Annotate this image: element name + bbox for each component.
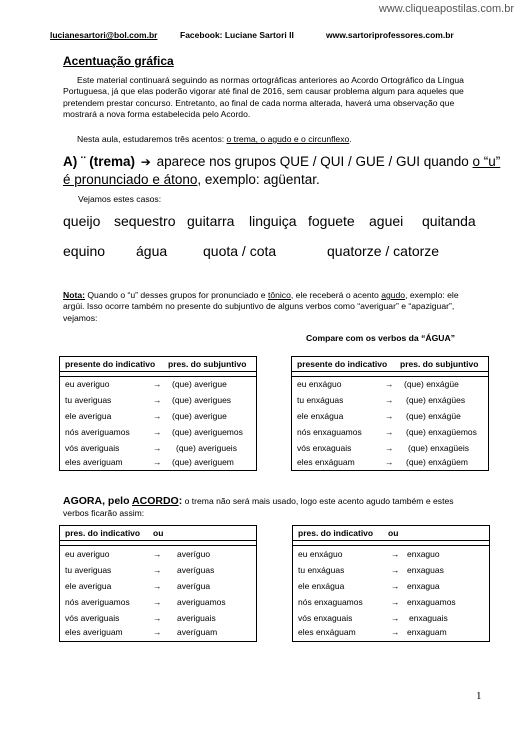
arrow-icon: → <box>385 395 394 405</box>
arrow-icon: → <box>385 411 394 421</box>
table-cell: (que) enxagüemos <box>406 427 477 437</box>
intro-line: Este material continuará seguindo as normas ortográficas anteriores ao Acordo Ortográfico da Língua <box>77 75 464 85</box>
table-cell: enxaguo <box>407 549 440 559</box>
arrow-icon: → <box>153 443 162 453</box>
table-cell: (que) averigue <box>172 379 227 389</box>
table-cell: (que) enxágüem <box>406 457 468 467</box>
table-cell: (que) averiguem <box>172 457 234 467</box>
note-tonico: tônico <box>267 290 291 300</box>
header-cell: ou <box>388 528 399 538</box>
table-cell: eles enxáguam <box>297 457 355 467</box>
word: sequestro <box>114 213 176 229</box>
table-row <box>60 379 256 395</box>
table-row <box>292 395 488 411</box>
word: queijo <box>63 213 101 229</box>
word: água <box>136 243 168 259</box>
arrow-icon: → <box>391 627 400 637</box>
table-cell: eu enxáguo <box>297 379 342 389</box>
word: foguete <box>308 213 355 229</box>
table-cell: eu enxáguo <box>298 549 343 559</box>
section-a-line2-rest: , exemplo: agüentar. <box>197 172 320 187</box>
table-cell: nós enxaguamos <box>297 427 362 437</box>
word: quatorze / catorze <box>327 243 440 259</box>
table-cell: nós enxaguamos <box>298 597 363 607</box>
table-row <box>60 627 256 643</box>
arrow-icon: → <box>153 597 162 607</box>
table-cell: (que) enxagüeis <box>408 443 469 453</box>
table-header <box>60 357 256 372</box>
table-cell: (que) averigues <box>172 395 232 405</box>
page-number: 1 <box>476 690 482 702</box>
agora-line: verbos ficarão assim: <box>63 508 145 518</box>
table-cell: enxaguamos <box>407 597 456 607</box>
table-cell: averiguais <box>177 613 216 623</box>
table-cell: averiguamos <box>177 597 226 607</box>
table-row <box>293 581 489 597</box>
table-row <box>293 627 489 643</box>
table-header <box>292 357 488 372</box>
lesson-accents: o trema, o agudo e o circunflexo <box>226 134 350 144</box>
lesson-line <box>77 134 352 144</box>
table-row <box>60 457 256 473</box>
arrow-icon: → <box>153 411 162 421</box>
intro-line: mostrará a nova forma estabelecida pelo Acordo. <box>63 108 251 119</box>
table-cell: vós enxaguais <box>298 613 353 623</box>
agora-text: o trema não será mais usado, logo este acento agudo também e estes <box>182 496 454 506</box>
table-cell: nós averiguamos <box>65 597 130 607</box>
table-cell: (que) enxágüe <box>404 379 459 389</box>
table-header <box>293 526 489 541</box>
note-text: , exemplo: ele <box>405 290 459 300</box>
arrow-icon: → <box>385 443 394 453</box>
arrow-icon: → <box>153 627 162 637</box>
table-row <box>60 549 256 565</box>
agora-prefix: AGORA, pelo <box>63 495 133 507</box>
table-cell: tu averiguas <box>65 395 112 405</box>
arrow-icon: → <box>153 549 162 559</box>
table-cell: (que) averigue <box>172 411 227 421</box>
arrow-icon: → <box>391 581 400 591</box>
table-row <box>293 549 489 565</box>
table-cell: eles enxáguam <box>298 627 356 637</box>
note-text: , ele receberá o acento <box>290 290 382 300</box>
table-row <box>60 411 256 427</box>
word: guitarra <box>187 213 235 229</box>
word: linguiça <box>249 213 297 229</box>
word: equino <box>63 243 106 259</box>
section-a-line2-underlined: é pronunciado e átono <box>63 172 198 187</box>
table-row <box>293 565 489 581</box>
header-email[interactable]: lucianesartori@bol.com.br <box>50 30 158 40</box>
table-cell: vós enxaguais <box>297 443 352 453</box>
arrow-icon: → <box>385 457 394 467</box>
note-label: Nota: <box>63 290 85 300</box>
table-cell: (que) averigueis <box>176 443 237 453</box>
table-row <box>60 395 256 411</box>
table-row <box>60 427 256 443</box>
word: aguei <box>369 213 404 229</box>
header-facebook: Facebook: Luciane Sartori II <box>180 30 294 40</box>
table-cell: eu averiguo <box>65 379 110 389</box>
arrow-icon: → <box>391 597 400 607</box>
intro-line: Portuguesa, já que elas poderão vigorar até final de 2016, sem causar problema algum para aqueles que <box>63 86 464 97</box>
header-cell: pres. do subjuntivo <box>168 359 247 369</box>
table-header <box>60 526 256 541</box>
table-cell: eles averiguam <box>65 457 123 467</box>
arrow-icon: → <box>153 427 162 437</box>
table-row <box>292 411 488 427</box>
note-agudo: agudo <box>381 290 406 300</box>
word: quota / cota <box>203 243 277 259</box>
agora-colon: : <box>178 495 183 507</box>
section-a-u-quote: o “u” <box>472 154 501 169</box>
table-averiguar-subjuntivo <box>59 356 257 471</box>
arrow-icon: → <box>153 581 162 591</box>
arrow-icon: ➔ <box>140 155 151 169</box>
arrow-icon: → <box>385 379 394 389</box>
table-cell: enxaguas <box>407 565 444 575</box>
table-row <box>292 457 488 473</box>
arrow-icon: → <box>385 427 394 437</box>
note-line: argúi. Isso ocorre também no presente do subjuntivo de alguns verbos como “averiguar” e “apaziguar”, <box>63 301 455 312</box>
arrow-icon: → <box>153 379 162 389</box>
header-cell: presente do indicativo <box>297 359 388 369</box>
arrow-icon: → <box>153 395 162 405</box>
table-cell: ele averigua <box>65 581 112 591</box>
table-cell: averígua <box>177 581 211 591</box>
table-cell: vós averiguais <box>65 443 120 453</box>
table-cell: ele enxágua <box>298 581 345 591</box>
header-cell: pres. do indicativo <box>65 528 141 538</box>
table-cell: eles averiguam <box>65 627 123 637</box>
table-cell: averíguo <box>177 549 211 559</box>
arrow-icon: → <box>153 613 162 623</box>
table-cell: ele enxágua <box>297 411 344 421</box>
table-row <box>60 597 256 613</box>
table-cell: (que) enxágüe <box>406 411 461 421</box>
table-cell: averíguas <box>177 565 215 575</box>
table-enxaguar-acordo <box>292 525 490 642</box>
page-title: Acentuação gráfica <box>63 54 174 68</box>
arrow-icon: → <box>391 613 400 623</box>
table-cell: (que) averiguemos <box>172 427 243 437</box>
arrow-icon: → <box>153 457 162 467</box>
table-cell: nós averiguamos <box>65 427 130 437</box>
table-cell: tu averiguas <box>65 565 112 575</box>
header-cell: pres. do indicativo <box>298 528 374 538</box>
table-cell: enxaguais <box>409 613 448 623</box>
arrow-icon: → <box>391 565 400 575</box>
section-a <box>63 153 500 188</box>
table-cell: tu enxáguas <box>297 395 344 405</box>
watermark: www.cliqueapostilas.com.br <box>378 3 514 15</box>
table-enxaguar-subjuntivo <box>291 356 489 471</box>
table-row <box>293 597 489 613</box>
note-paragraph <box>63 290 489 324</box>
table-cell: vós averiguais <box>65 613 120 623</box>
table-cell: tu enxáguas <box>298 565 345 575</box>
agora-paragraph <box>63 494 489 519</box>
table-cell: enxaguam <box>407 627 447 637</box>
table-cell: ele averigua <box>65 411 112 421</box>
lesson-suffix: . <box>349 134 352 144</box>
arrow-icon: → <box>391 549 400 559</box>
word: quitanda <box>422 213 476 229</box>
note-text: Quando o “u” desses grupos for pronunciado e <box>87 290 268 300</box>
table-cell: averíguam <box>177 627 218 637</box>
header-cell: presente do indicativo <box>65 359 156 369</box>
intro-paragraph <box>63 75 488 120</box>
table-averiguar-acordo <box>59 525 257 642</box>
section-a-text: aparece nos grupos QUE / QUI / GUE / GUI quando <box>156 154 473 169</box>
note-line: vejamos: <box>63 312 98 323</box>
table-cell: (que) enxágües <box>406 395 466 405</box>
arrow-icon: → <box>153 565 162 575</box>
lesson-prefix: Nesta aula, estudaremos três acentos: <box>77 134 227 144</box>
header-cell: pres. do subjuntivo <box>400 359 479 369</box>
table-row <box>292 427 488 443</box>
intro-line: pretendem prestar concurso. Entretanto, ao final de cada norma alterada, haverá uma observação que <box>63 97 455 108</box>
agora-acordo: ACORDO <box>132 495 179 507</box>
cases-label: Vejamos estes casos: <box>78 194 162 204</box>
table-cell: enxagua <box>407 581 440 591</box>
table-row <box>60 581 256 597</box>
compare-label: Compare com os verbos da “ÁGUA” <box>306 333 455 343</box>
table-row <box>60 565 256 581</box>
header-website: www.sartoriprofessores.com.br <box>326 30 454 40</box>
table-row <box>292 379 488 395</box>
header-cell: ou <box>153 528 164 538</box>
section-a-label: A) ¨ (trema) <box>63 154 136 169</box>
table-cell: eu averiguo <box>65 549 110 559</box>
